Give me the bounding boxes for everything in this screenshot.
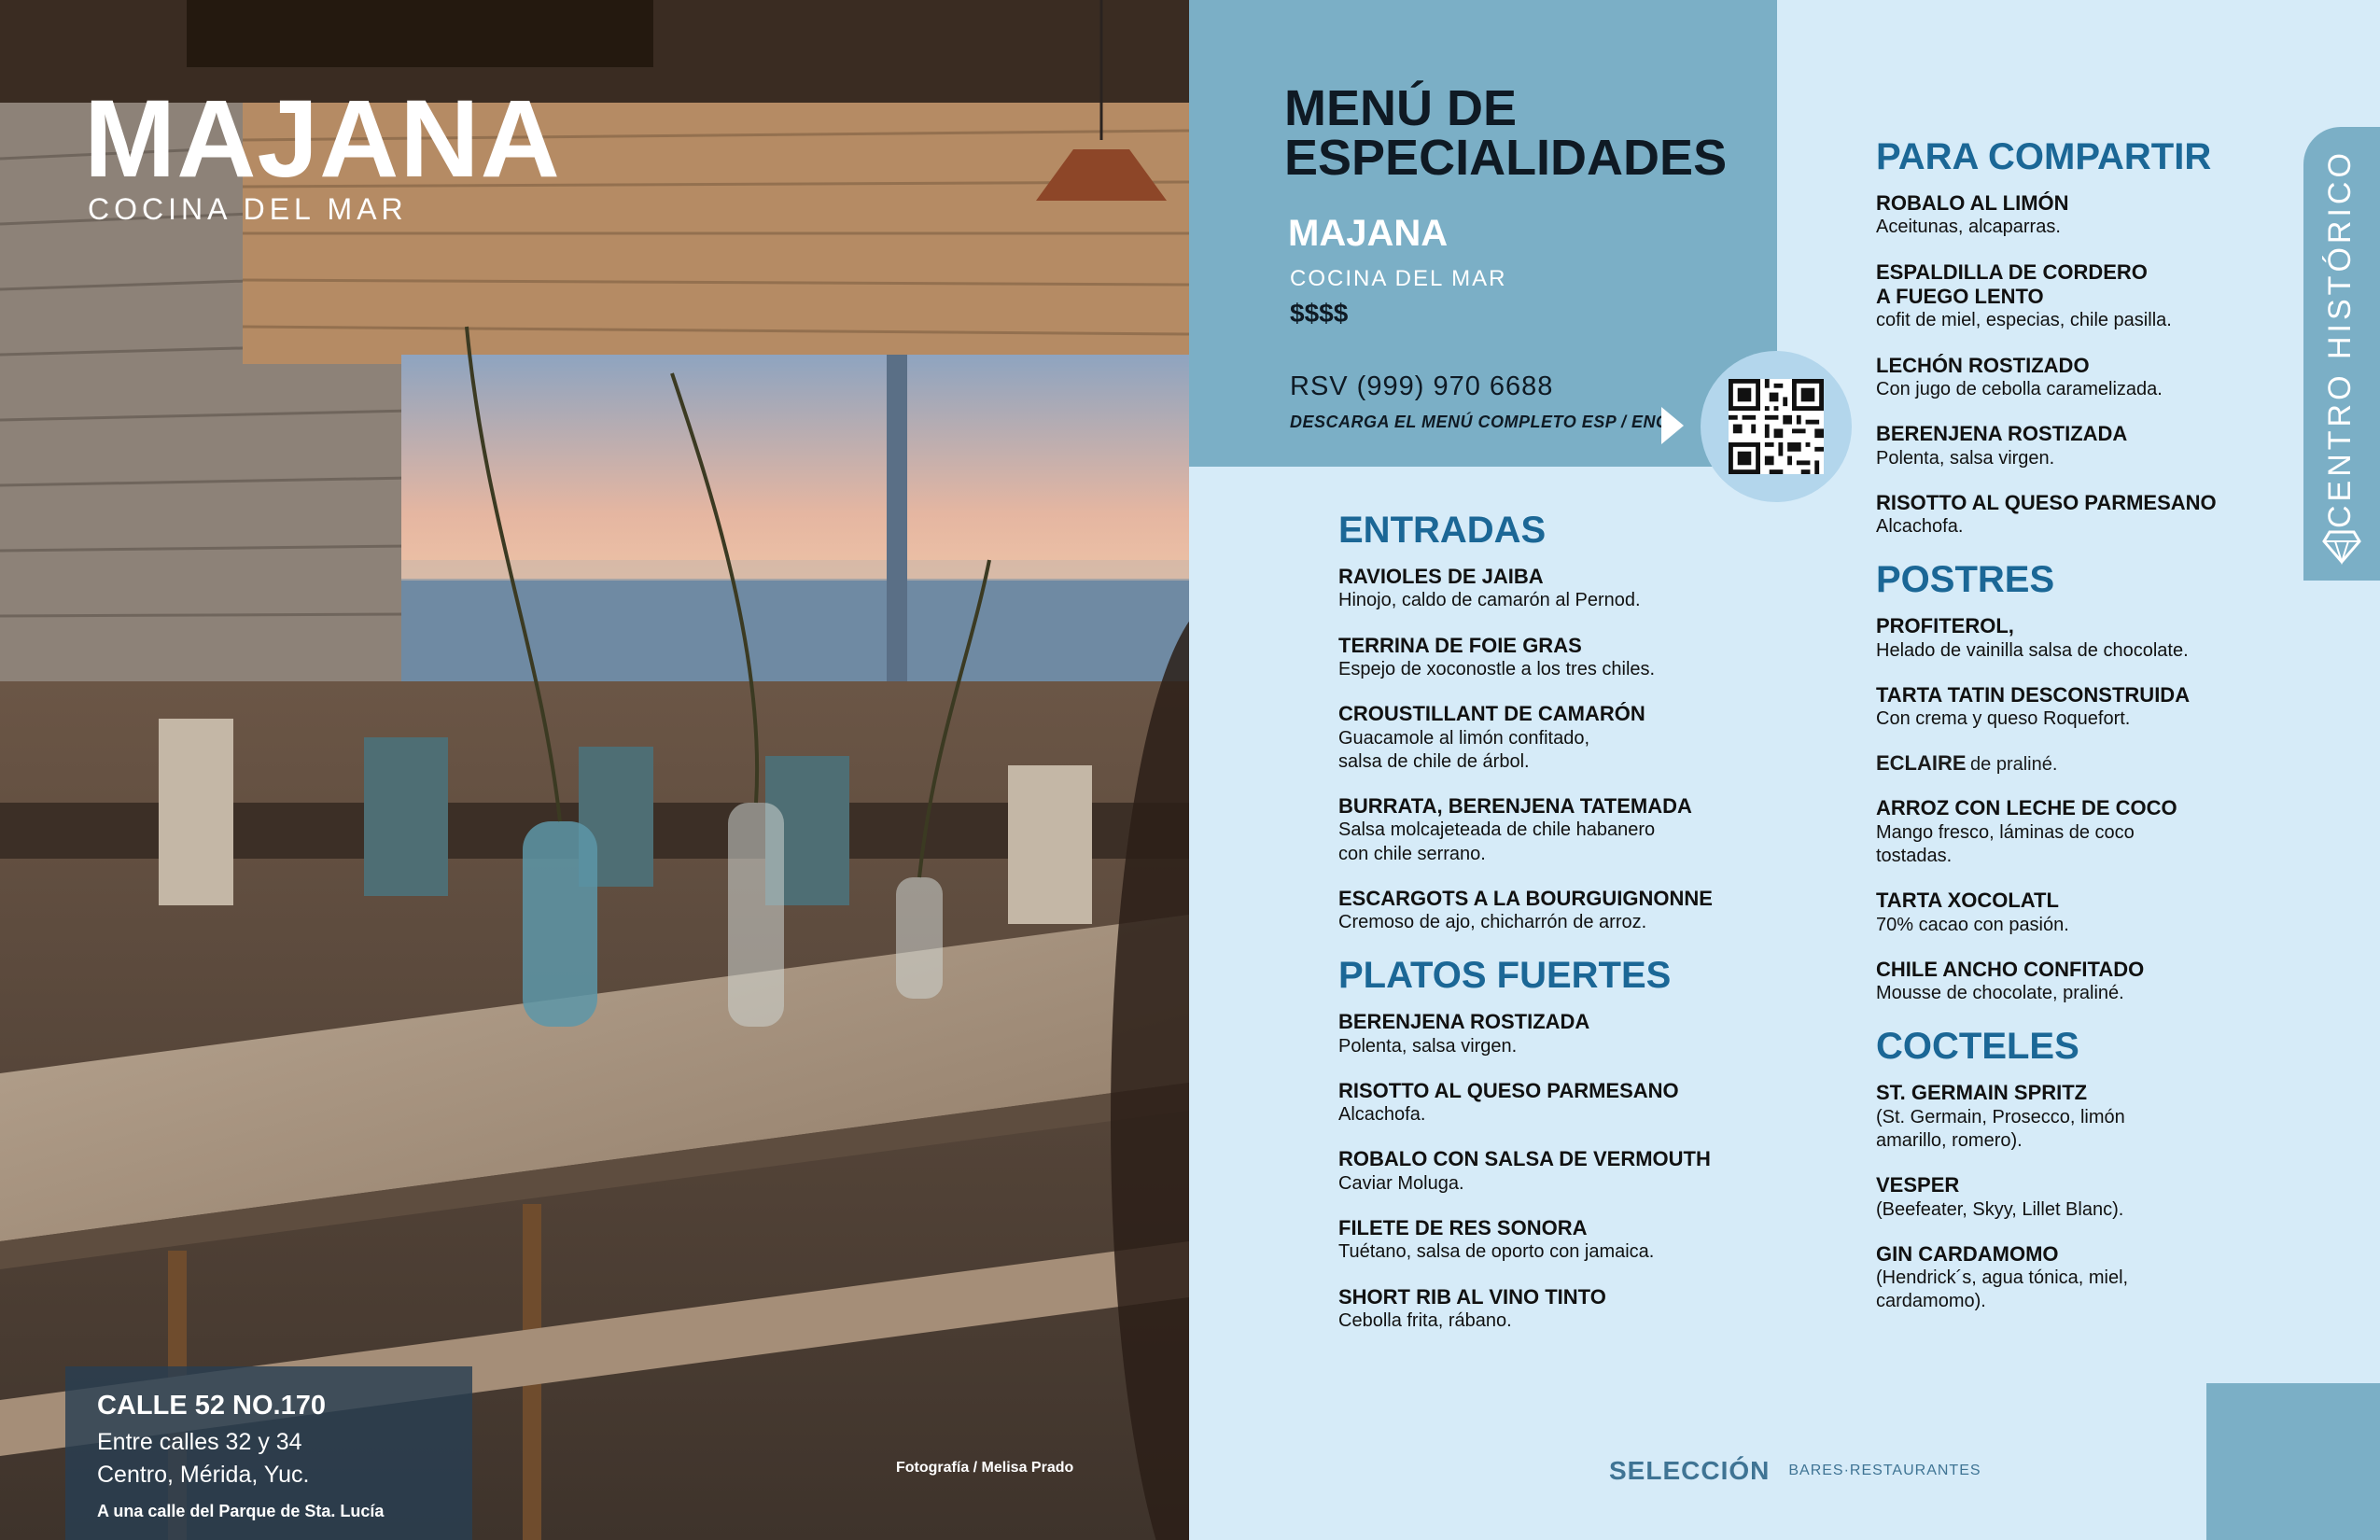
address-city: Centro, Mérida, Yuc. xyxy=(97,1462,310,1488)
restaurant-subtitle: COCINA DEL MAR xyxy=(1290,266,1507,291)
section-platos-fuertes xyxy=(1338,955,1777,1333)
dish-item xyxy=(1876,354,2287,402)
dish-item xyxy=(1876,191,2287,240)
dish-description: Con jugo de cebolla caramelizada. xyxy=(1876,378,2163,399)
dish-description: Mango fresco, láminas de coco xyxy=(1876,821,2135,843)
qr-code[interactable] xyxy=(1701,351,1852,502)
seleccion-logo xyxy=(1609,1456,1981,1486)
dish-description: Helado de vainilla salsa de chocolate. xyxy=(1876,639,2189,661)
dish-name: A FUEGO LENTO xyxy=(1876,284,2044,308)
restaurant-photo xyxy=(0,0,1189,1540)
dish-item xyxy=(1338,565,1777,613)
dish-description: Polenta, salsa virgen. xyxy=(1876,447,2055,469)
dish-description: Mousse de chocolate, praliné. xyxy=(1876,983,2124,1004)
dish-name: BERENJENA ROSTIZADA xyxy=(1876,422,2128,446)
dish-description: Con crema y queso Roquefort. xyxy=(1876,708,2131,730)
dish-description: Alcachofa. xyxy=(1338,1104,1426,1126)
dish-name: ESPALDILLA DE CORDERO xyxy=(1876,259,2148,284)
menu-page xyxy=(1189,0,2380,1540)
dish-description: Alcachofa. xyxy=(1876,516,1964,538)
menu-heading: MENÚ DE ESPECIALIDADES xyxy=(1284,80,1728,186)
header-panel xyxy=(1189,0,1777,467)
qr-code-icon xyxy=(1729,379,1824,474)
photo-credit: Fotografía / Melisa Prado xyxy=(896,1460,1074,1476)
dish-name: CROUSTILLANT DE CAMARÓN xyxy=(1338,702,1645,726)
dish-item xyxy=(1338,702,1777,774)
dish-name: BURRATA, BERENJENA TATEMADA xyxy=(1338,793,1692,818)
footer-logo-sub: BARES·RESTAURANTES xyxy=(1788,1463,1981,1478)
section-cocteles xyxy=(1876,1026,2287,1313)
address-cross-streets: Entre calles 32 y 34 xyxy=(97,1429,302,1455)
dish-name: TARTA TATIN DESCONSTRUIDA xyxy=(1876,682,2191,707)
side-tab-label: CENTRO HISTÓRICO xyxy=(2322,149,2358,528)
dish-item xyxy=(1338,1079,1777,1127)
dish-description: Guacamole al limón confitado, xyxy=(1338,727,1590,749)
dish-name: BERENJENA ROSTIZADA xyxy=(1338,1010,1590,1034)
decorative-block xyxy=(2206,1383,2380,1540)
dish-name: RISOTTO AL QUESO PARMESANO xyxy=(1338,1078,1679,1102)
dish-name: RISOTTO AL QUESO PARMESANO xyxy=(1876,490,2217,514)
address-reference: A una calle del Parque de Sta. Lucía xyxy=(97,1502,385,1520)
dish-description: tostadas. xyxy=(1876,846,1953,867)
section-title-para-compartir: PARA COMPARTIR xyxy=(1876,136,2212,177)
dish-description: (St. Germain, Prosecco, limón xyxy=(1876,1106,2125,1127)
dish-name: ST. GERMAIN SPRITZ xyxy=(1876,1081,2088,1105)
section-para-compartir xyxy=(1876,136,2287,539)
dish-item xyxy=(1876,260,2287,333)
footer-logo-text: SELECCIÓN xyxy=(1609,1456,1771,1485)
section-title-postres: POSTRES xyxy=(1876,559,2055,601)
download-menu-link[interactable]: DESCARGA EL MENÚ COMPLETO ESP / ENG xyxy=(1290,413,1670,431)
dish-name: ROBALO AL LIMÓN xyxy=(1876,191,2069,215)
dish-item xyxy=(1338,1010,1777,1058)
address-box xyxy=(65,1366,472,1540)
dish-item xyxy=(1876,683,2287,732)
dish-item xyxy=(1876,751,2287,776)
dish-description: Cebolla frita, rábano. xyxy=(1338,1309,1512,1331)
section-title-platos-fuertes: PLATOS FUERTES xyxy=(1338,955,1672,997)
brand-subtitle: COCINA DEL MAR xyxy=(88,192,408,226)
dish-name: CHILE ANCHO CONFITADO xyxy=(1876,957,2145,981)
brand-title: MAJANA xyxy=(84,77,561,201)
dish-item xyxy=(1876,796,2287,868)
restaurant-interior-illustration xyxy=(0,0,1189,1540)
dish-item xyxy=(1876,422,2287,470)
reservation-phone[interactable]: RSV (999) 970 6688 xyxy=(1290,371,1554,401)
dish-description: Cremoso de ajo, chicharrón de arroz. xyxy=(1338,912,1647,933)
dish-item xyxy=(1338,1216,1777,1265)
dish-description: 70% cacao con pasión. xyxy=(1876,914,2069,935)
dish-description: salsa de chile de árbol. xyxy=(1338,750,1530,772)
dish-item xyxy=(1876,614,2287,663)
dish-description: Caviar Moluga. xyxy=(1338,1172,1464,1194)
dish-description: Aceitunas, alcaparras. xyxy=(1876,217,2061,238)
section-entradas xyxy=(1338,510,1777,934)
dish-description: (Beefeater, Skyy, Lillet Blanc). xyxy=(1876,1198,2124,1220)
dish-description: Hinojo, caldo de camarón al Pernod. xyxy=(1338,590,1641,611)
dish-item xyxy=(1338,887,1777,935)
dish-name: TERRINA DE FOIE GRAS xyxy=(1338,633,1582,657)
dish-name: TARTA XOCOLATL xyxy=(1876,889,2059,913)
dish-name: LECHÓN ROSTIZADO xyxy=(1876,353,2090,377)
dish-description: Salsa molcajeteada de chile habanero xyxy=(1338,819,1656,841)
dish-description: cofit de miel, especias, chile pasilla. xyxy=(1876,310,2172,331)
address-street: CALLE 52 NO.170 xyxy=(97,1391,326,1421)
dish-item xyxy=(1876,491,2287,539)
dish-item xyxy=(1876,1242,2287,1314)
dish-description: cardamomo). xyxy=(1876,1291,1986,1312)
dish-name: ROBALO CON SALSA DE VERMOUTH xyxy=(1338,1147,1711,1171)
side-tab-centro-historico xyxy=(2303,127,2380,581)
section-title-cocteles: COCTELES xyxy=(1876,1026,2079,1068)
dish-item xyxy=(1338,634,1777,682)
dish-item xyxy=(1338,794,1777,866)
menu-column-right xyxy=(1876,136,2287,1334)
dish-description: con chile serrano. xyxy=(1338,843,1486,864)
dish-item xyxy=(1876,889,2287,937)
dish-item xyxy=(1876,1081,2287,1153)
restaurant-name: MAJANA xyxy=(1288,213,1449,254)
section-title-entradas: ENTRADAS xyxy=(1338,510,1547,551)
dish-description: (Hendrick´s, agua tónica, miel, xyxy=(1876,1267,2129,1289)
dish-description: Tuétano, salsa de oporto con jamaica. xyxy=(1338,1241,1655,1263)
dish-item xyxy=(1876,1173,2287,1222)
dish-description: Espejo de xoconostle a los tres chiles. xyxy=(1338,658,1656,679)
dish-name: ECLAIRE xyxy=(1876,751,1967,776)
dish-name: PROFITEROL, xyxy=(1876,614,2014,638)
dish-item xyxy=(1876,958,2287,1006)
dish-name: VESPER xyxy=(1876,1173,1960,1197)
dish-item xyxy=(1338,1147,1777,1196)
price-range: $$$$ xyxy=(1290,299,1349,328)
dish-description: amarillo, romero). xyxy=(1876,1129,2023,1151)
section-postres xyxy=(1876,559,2287,1005)
dish-description: Polenta, salsa virgen. xyxy=(1338,1035,1518,1057)
menu-column-left xyxy=(1338,510,1777,1353)
dish-name: RAVIOLES DE JAIBA xyxy=(1338,565,1544,588)
dish-name: ARROZ CON LECHE DE COCO xyxy=(1876,796,2177,820)
diamond-icon xyxy=(2322,526,2361,566)
dish-name: SHORT RIB AL VINO TINTO xyxy=(1338,1284,1606,1309)
dish-description: de praliné. xyxy=(1970,754,2058,776)
dish-name: FILETE DE RES SONORA xyxy=(1338,1216,1588,1239)
dish-name: GIN CARDAMOMO xyxy=(1876,1241,2059,1266)
play-arrow-icon xyxy=(1661,407,1684,444)
dish-item xyxy=(1338,1285,1777,1334)
dish-name: ESCARGOTS A LA BOURGUIGNONNE xyxy=(1338,886,1713,910)
